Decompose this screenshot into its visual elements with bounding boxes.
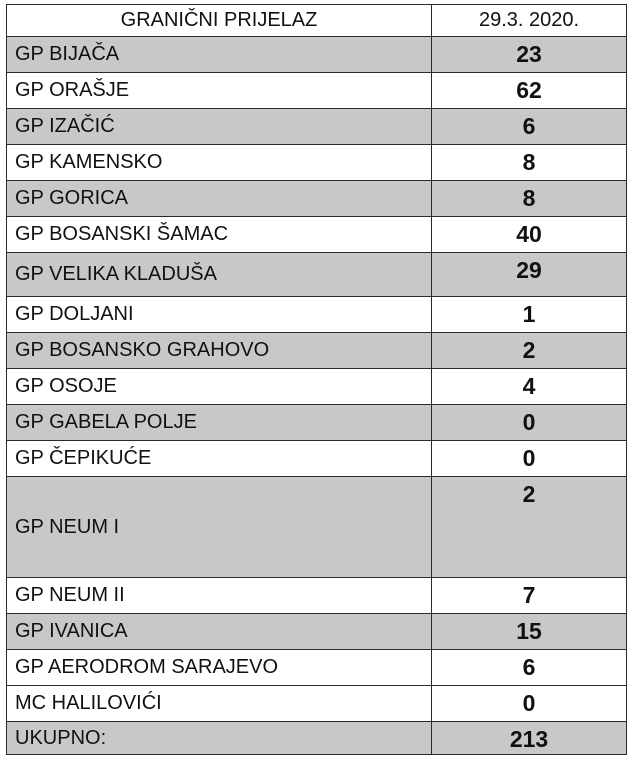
crossing-value: 0 <box>432 686 627 722</box>
crossing-name: GP NEUM I <box>7 477 432 578</box>
crossing-value: 62 <box>432 73 627 109</box>
crossing-name: GP VELIKA KLADUŠA <box>7 253 432 297</box>
total-value: 213 <box>432 722 627 755</box>
crossing-value: 2 <box>432 477 627 578</box>
crossing-name: GP ČEPIKUĆE <box>7 441 432 477</box>
border-crossing-table <box>6 4 627 755</box>
table-row <box>7 73 627 109</box>
total-label: UKUPNO: <box>7 722 432 755</box>
crossing-value: 2 <box>432 333 627 369</box>
table-row <box>7 217 627 253</box>
crossing-value: 15 <box>432 614 627 650</box>
table-row <box>7 650 627 686</box>
table-row <box>7 297 627 333</box>
table-row <box>7 253 627 297</box>
table-row <box>7 145 627 181</box>
table-row <box>7 333 627 369</box>
table-row <box>7 614 627 650</box>
crossing-name: GP GORICA <box>7 181 432 217</box>
crossing-name: MC HALILOVIĆI <box>7 686 432 722</box>
table-row <box>7 405 627 441</box>
crossing-name: GP ORAŠJE <box>7 73 432 109</box>
crossing-name: GP BIJAČA <box>7 37 432 73</box>
crossing-value: 1 <box>432 297 627 333</box>
crossing-value: 29 <box>432 253 627 297</box>
crossing-name: GP BOSANSKI ŠAMAC <box>7 217 432 253</box>
crossing-value: 0 <box>432 441 627 477</box>
crossing-name: GP IVANICA <box>7 614 432 650</box>
table-row <box>7 109 627 145</box>
crossing-name: GP DOLJANI <box>7 297 432 333</box>
crossing-value: 8 <box>432 145 627 181</box>
table-row <box>7 578 627 614</box>
crossing-name: GP NEUM II <box>7 578 432 614</box>
crossing-value: 8 <box>432 181 627 217</box>
crossing-name: GP KAMENSKO <box>7 145 432 181</box>
crossing-name: GP IZAČIĆ <box>7 109 432 145</box>
crossing-value: 23 <box>432 37 627 73</box>
crossing-value: 4 <box>432 369 627 405</box>
total-row <box>7 722 627 755</box>
crossing-name: GP OSOJE <box>7 369 432 405</box>
crossing-value: 40 <box>432 217 627 253</box>
crossing-name: GP AERODROM SARAJEVO <box>7 650 432 686</box>
table-row <box>7 369 627 405</box>
crossing-value: 7 <box>432 578 627 614</box>
table-header-row <box>7 5 627 37</box>
table-row <box>7 37 627 73</box>
crossing-name: GP GABELA POLJE <box>7 405 432 441</box>
header-crossing: GRANIČNI PRIJELAZ <box>7 5 432 37</box>
table-row <box>7 477 627 578</box>
table-row <box>7 686 627 722</box>
crossing-value: 6 <box>432 109 627 145</box>
crossing-value: 0 <box>432 405 627 441</box>
header-date: 29.3. 2020. <box>432 5 627 37</box>
crossing-name: GP BOSANSKO GRAHOVO <box>7 333 432 369</box>
crossing-value: 6 <box>432 650 627 686</box>
table-row <box>7 181 627 217</box>
table-row <box>7 441 627 477</box>
